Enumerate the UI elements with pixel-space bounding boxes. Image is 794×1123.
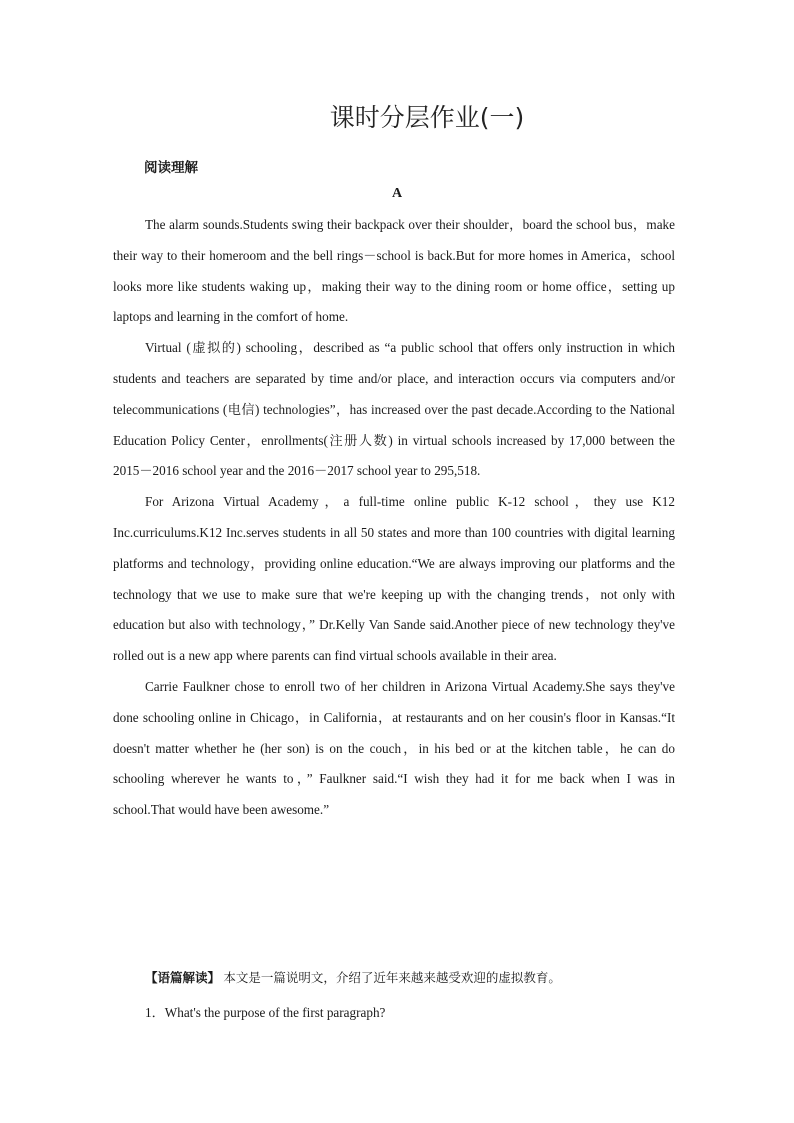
section-heading: 阅读理解 xyxy=(144,160,198,176)
paragraph: The alarm sounds.Students swing their backpack over their shoulder，board the school bus，make their way to their homeroom and the bell rings－school is back.But for more homes in America，school looks more like students waking up，making their way to the dining room or home office，setting up laptops and learning in the comfort of home. xyxy=(113,217,675,325)
analysis-tag: 【语篇解读】 xyxy=(145,970,221,985)
paragraph: For Arizona Virtual Academy，a full-time online public K-12 school，they use K12 Inc.curriculums.K12 Inc.serves students in all 50 states and more than 100 countries with digital learning platforms and technology，providing online education.“We are always improving our platforms and the technology that we use to make sure that we're keeping up with the changing trends，not only with education but also with technology，” Dr.Kelly Van Sande said.Another piece of new technology they've rolled out is a new app where parents can find virtual schools available in their area. xyxy=(113,494,675,664)
paragraph: Virtual (虚拟的) schooling，described as “a public school that offers only instruction in which students and teachers are separated by time and/or place, and interaction occurs via computers and/or telecommunications (电信) technologies”，has increased over the past decade.According to the National Education Policy Center，enrollments(注册人数) in virtual schools increased by 17,000 between the 2015－2016 school year and the 2016－2017 school year to 295,518. xyxy=(113,340,675,479)
page-title: 课时分层作业(一) xyxy=(329,103,525,132)
passage-analysis xyxy=(145,968,705,986)
analysis-text: 本文是一篇说明文，介绍了近年来越来越受欢迎的虚拟教育。 xyxy=(223,970,561,985)
question-1: 1．What's the purpose of the first paragraph? xyxy=(145,1005,386,1020)
passage-label: A xyxy=(391,186,403,201)
passage-body xyxy=(113,210,675,826)
paragraph: Carrie Faulkner chose to enroll two of her children in Arizona Virtual Academy.She says they've done schooling online in Chicago，in California，at restaurants and on her cousin's floor in Kansas.“It doesn't matter whether he (her son) is on the couch，in his bed or at the kitchen table，he can do schooling wherever he wants to，” Faulkner said.“I wish they had it for me back when I was in school.That would have been awesome.” xyxy=(113,678,675,818)
